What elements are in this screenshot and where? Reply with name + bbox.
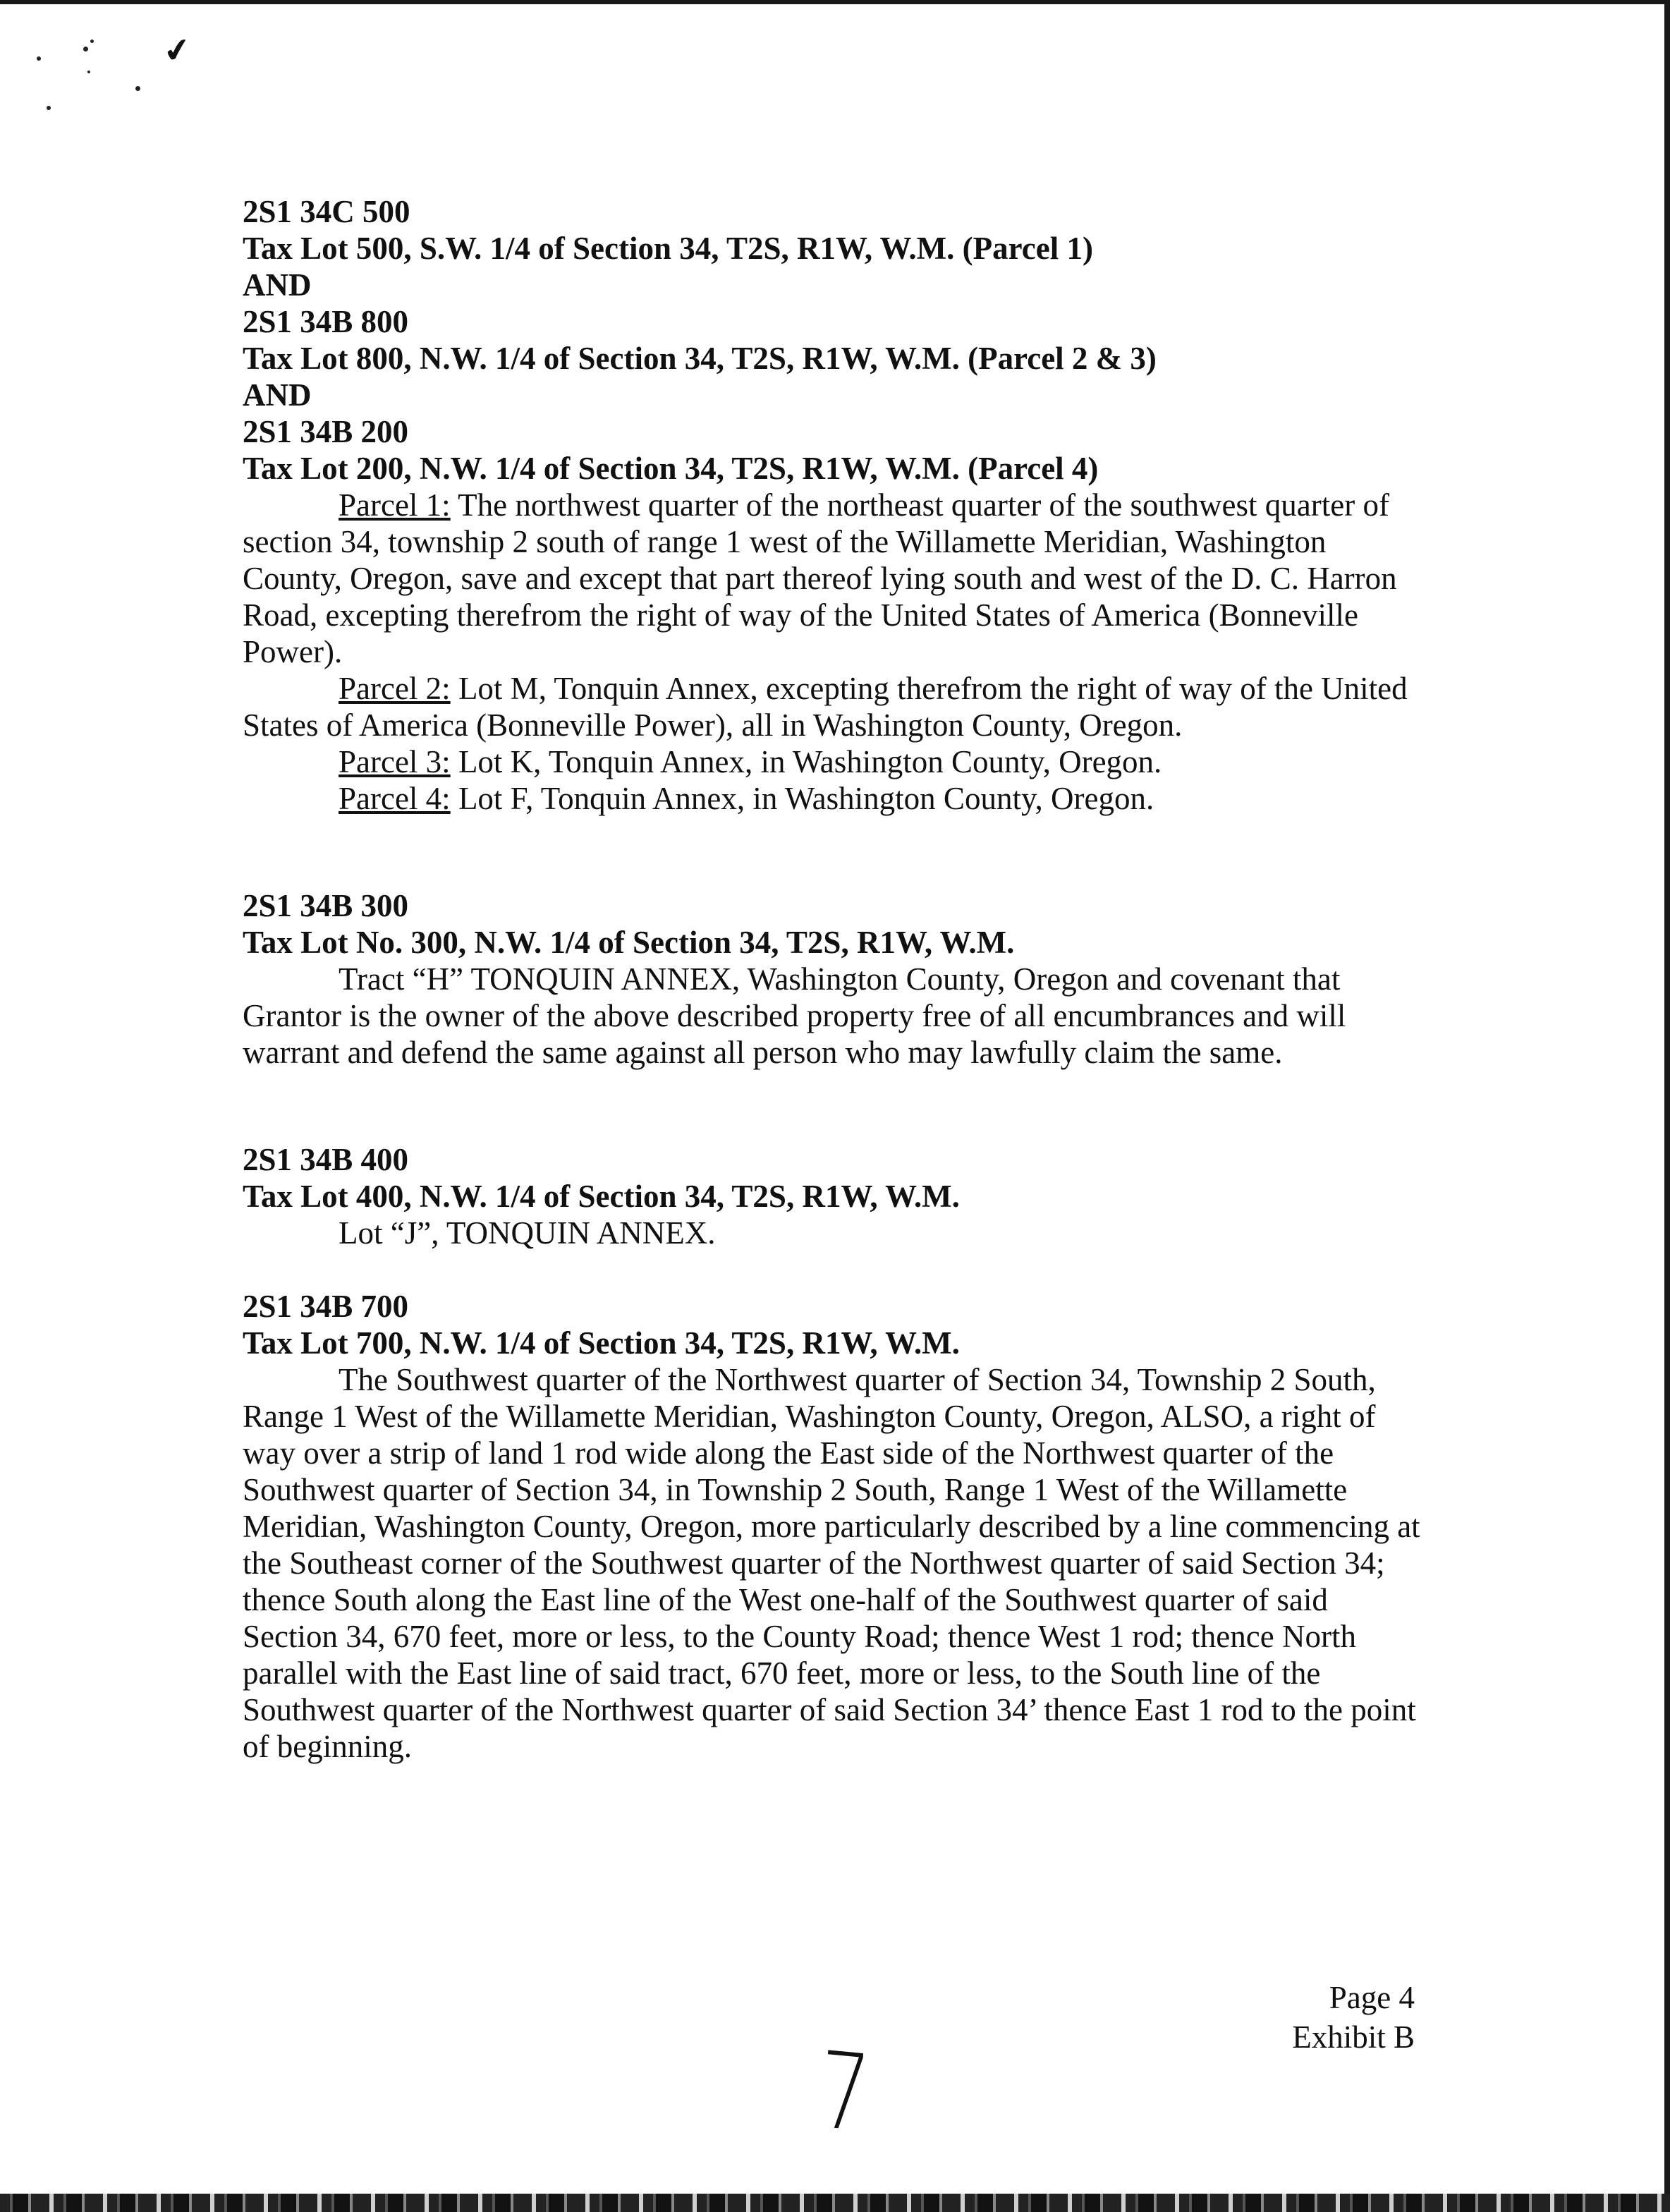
parcel-code: 2S1 34C 500 bbox=[243, 194, 410, 229]
parcel-description: The Southwest quarter of the Northwest quarter of Section 34, Township 2 South, Range 1 West of the Willamette Meridian, Washington County, Oregon, ALSO, a right of way over a strip of land 1 rod wide along the East side of the Northwest quarter of the Southwest quarter of Section 34, in Township 2 South, Range 1 West of the Willamette Meridian, Washington County, Oregon, more particularly described by a line commencing at the Southeast corner of the Southwest quarter of the Northwest quarter of said Section 34; thence South along the East line of the West one-half of the Southwest quarter of said Section 34, 670 feet, more or less, to the County Road; thence West 1 rod; thence North parallel with the East line of said tract, 670 feet, more or less, to the South line of the Southwest quarter of the Northwest quarter of said Section 34’ thence East 1 rod to the point of beginning. bbox=[243, 1362, 1420, 1764]
section-tax-lot-400 bbox=[243, 1141, 1427, 1251]
parcel-4-description bbox=[243, 780, 1427, 817]
parcel-heading: Tax Lot 400, N.W. 1/4 of Section 34, T2S, R1W, W.M. bbox=[243, 1179, 960, 1214]
parcel-1-text: The northwest quarter of the northeast quarter of the southwest quarter of section 34, township 2 south of range 1 west of the Willamette Meridian, Washington County, Oregon, save and except that part thereof lying south and west of the D. C. Harron Road, excepting therefrom the right of way of the United States of America (Bonneville Power). bbox=[243, 487, 1397, 669]
section-tax-lot-700 bbox=[243, 1288, 1427, 1765]
parcel-3-description bbox=[243, 743, 1427, 780]
scan-speck bbox=[135, 86, 140, 91]
scan-speck bbox=[47, 106, 51, 110]
scan-top-edge bbox=[0, 0, 1670, 4]
parcel-2-text: Lot M, Tonquin Annex, excepting therefrom the right of way of the United States of America (Bonneville Power), all in Washington County, Oregon. bbox=[243, 671, 1408, 743]
scan-bottom-edge bbox=[0, 2194, 1670, 2212]
section-spacer bbox=[243, 1071, 1427, 1141]
parcel-code: 2S1 34B 200 bbox=[243, 414, 409, 449]
parcel-code: 2S1 34B 300 bbox=[243, 888, 409, 923]
parcel-heading: Tax Lot 500, S.W. 1/4 of Section 34, T2S, R1W, W.M. (Parcel 1) bbox=[243, 231, 1093, 266]
parcel-heading: Tax Lot No. 300, N.W. 1/4 of Section 34, T2S, R1W, W.M. bbox=[243, 925, 1015, 960]
section-spacer bbox=[243, 817, 1427, 887]
exhibit-label: Exhibit B bbox=[1292, 2019, 1415, 2055]
scan-right-edge bbox=[1664, 0, 1670, 2212]
parcel-code: 2S1 34B 400 bbox=[243, 1142, 409, 1177]
parcel-2-label: Parcel 2: bbox=[339, 671, 451, 706]
parcel-3-text: Lot K, Tonquin Annex, in Washington County, Oregon. bbox=[450, 744, 1162, 779]
parcel-code: 2S1 34B 700 bbox=[243, 1289, 409, 1324]
scan-speck bbox=[90, 40, 94, 43]
and-connector: AND bbox=[243, 267, 312, 303]
parcel-heading: Tax Lot 700, N.W. 1/4 of Section 34, T2S, R1W, W.M. bbox=[243, 1325, 960, 1361]
parcel-4-text: Lot F, Tonquin Annex, in Washington County, Oregon. bbox=[450, 781, 1154, 816]
section-tax-lots-500-800-200 bbox=[243, 193, 1427, 817]
page-footer bbox=[1292, 1978, 1415, 2057]
scan-speck bbox=[87, 71, 90, 73]
page-number: Page 4 bbox=[1329, 1980, 1415, 2015]
document-body bbox=[243, 193, 1427, 1765]
parcel-3-label: Parcel 3: bbox=[339, 744, 451, 779]
handwritten-page-number: 7 bbox=[816, 2029, 873, 2157]
parcel-2-description bbox=[243, 670, 1427, 743]
section-spacer bbox=[243, 1251, 1427, 1288]
scan-speck bbox=[37, 56, 41, 61]
and-connector: AND bbox=[243, 377, 312, 413]
parcel-4-label: Parcel 4: bbox=[339, 781, 451, 816]
check-mark-icon: ✔ bbox=[160, 29, 194, 71]
parcel-heading: Tax Lot 800, N.W. 1/4 of Section 34, T2S, R1W, W.M. (Parcel 2 & 3) bbox=[243, 341, 1157, 376]
parcel-code: 2S1 34B 800 bbox=[243, 304, 409, 339]
parcel-description: Lot “J”, TONQUIN ANNEX. bbox=[339, 1215, 716, 1251]
parcel-heading: Tax Lot 200, N.W. 1/4 of Section 34, T2S, R1W, W.M. (Parcel 4) bbox=[243, 451, 1099, 486]
parcel-1-label: Parcel 1: bbox=[339, 487, 451, 523]
scan-speck bbox=[83, 47, 88, 51]
parcel-1-description bbox=[243, 487, 1427, 670]
parcel-description: Tract “H” TONQUIN ANNEX, Washington County, Oregon and covenant that Grantor is the owner of the above described property free of all encumbrances and will warrant and defend the same against all person who may lawfully claim the same. bbox=[243, 961, 1346, 1070]
section-tax-lot-300 bbox=[243, 887, 1427, 1071]
